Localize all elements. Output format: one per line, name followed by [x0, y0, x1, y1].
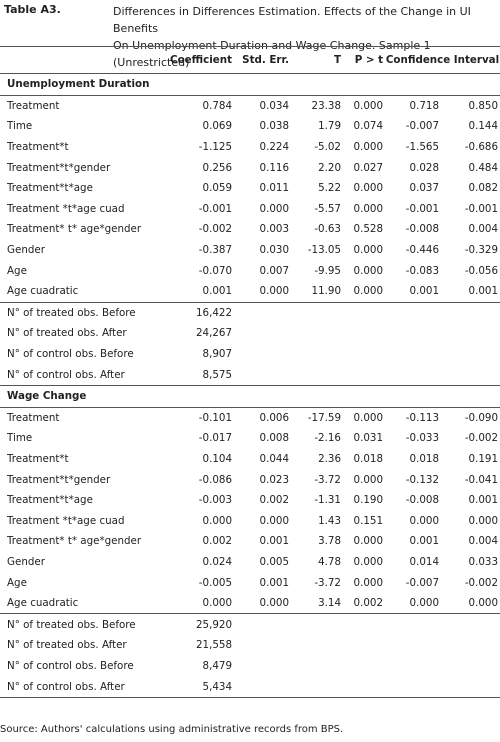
ci-lower-cell: 0.028 [409, 161, 439, 174]
empty-cell [385, 656, 441, 677]
row-label: Age cuadratic [7, 597, 79, 610]
empty-cell [385, 302, 441, 323]
ci-lower-cell: -0.113 [405, 411, 439, 424]
empty-cell [385, 635, 441, 656]
ci-upper-cell: 0.000 [468, 514, 499, 527]
std-err-cell: 0.007 [259, 264, 289, 277]
std-err-cell: 0.001 [259, 535, 289, 548]
t-cell: -5.57 [314, 202, 341, 215]
coefficient-cell: 0.002 [202, 535, 232, 548]
t-cell: -2.16 [314, 432, 341, 445]
std-err-cell: 0.038 [259, 120, 289, 133]
header-confidence-interval: Confidence Interval [385, 54, 500, 66]
coefficient-cell: 0.000 [202, 597, 232, 610]
empty-cell [343, 364, 385, 385]
table-row [0, 137, 500, 158]
empty-cell [234, 323, 291, 344]
obs-count-row [0, 302, 500, 323]
std-err-cell: 0.224 [259, 141, 289, 154]
section-title: Wage Change [7, 390, 87, 403]
t-cell: 2.20 [318, 161, 341, 174]
ci-upper-cell: 0.004 [468, 223, 499, 236]
ci-upper-cell: -0.329 [464, 244, 499, 257]
t-cell: 2.36 [318, 452, 341, 465]
std-err-cell: 0.008 [259, 432, 289, 445]
coefficient-cell: -1.125 [198, 141, 232, 154]
std-err-cell: 0.044 [259, 452, 289, 465]
table-row [0, 240, 500, 261]
obs-count-value: 8,575 [202, 368, 232, 381]
ci-upper-cell: 0.033 [468, 555, 499, 568]
row-label: Treatment *t*age cuad [7, 514, 125, 527]
row-label: Time [7, 120, 33, 133]
p-cell: 0.031 [353, 432, 383, 445]
empty-cell [291, 323, 343, 344]
coefficient-cell: -0.003 [198, 494, 232, 507]
obs-count-value: 24,267 [195, 327, 232, 340]
row-label: Treatment [7, 99, 60, 112]
empty-cell [441, 344, 500, 365]
std-err-cell: 0.006 [259, 411, 289, 424]
p-cell: 0.000 [353, 473, 383, 486]
table-row [0, 95, 500, 116]
t-cell: 1.43 [318, 514, 341, 527]
obs-count-row [0, 676, 500, 697]
ci-upper-cell: -0.056 [464, 264, 499, 277]
table-row [0, 219, 500, 240]
empty-cell [343, 344, 385, 365]
obs-count-label: N° of treated obs. Before [7, 306, 136, 319]
t-cell: -9.95 [314, 264, 341, 277]
empty-cell [385, 676, 441, 697]
ci-upper-cell: -0.090 [464, 411, 499, 424]
row-label: Treatment*t*age [7, 182, 93, 195]
coefficient-cell: 0.001 [202, 285, 232, 298]
ci-upper-cell: 0.850 [468, 99, 499, 112]
t-cell: 4.78 [318, 555, 341, 568]
row-label: Gender [7, 555, 45, 568]
coefficient-cell: -0.086 [198, 473, 232, 486]
ci-lower-cell: 0.001 [409, 535, 439, 548]
coefficient-cell: -0.001 [198, 202, 232, 215]
table-row [0, 178, 500, 199]
obs-count-row [0, 635, 500, 656]
ci-upper-cell: 0.000 [468, 597, 499, 610]
std-err-cell: 0.000 [259, 285, 289, 298]
ci-upper-cell: 0.484 [468, 161, 499, 174]
obs-count-value: 16,422 [195, 306, 232, 319]
p-cell: 0.000 [353, 202, 383, 215]
p-cell: 0.000 [353, 576, 383, 589]
table-row [0, 407, 500, 428]
p-cell: 0.000 [353, 99, 383, 112]
empty-cell [441, 614, 500, 635]
empty-cell [441, 676, 500, 697]
std-err-cell: 0.030 [259, 244, 289, 257]
empty-cell [291, 676, 343, 697]
section-header-row [0, 74, 500, 96]
ci-lower-cell: -0.008 [405, 223, 439, 236]
obs-count-row [0, 344, 500, 365]
empty-cell [385, 364, 441, 385]
row-label: Treatment *t*age cuad [7, 202, 125, 215]
empty-cell [291, 614, 343, 635]
ci-lower-cell: -0.008 [405, 494, 439, 507]
table-row [0, 469, 500, 490]
std-err-cell: 0.023 [259, 473, 289, 486]
row-label: Treatment* t* age*gender [7, 535, 142, 548]
empty-cell [291, 302, 343, 323]
ci-lower-cell: 0.000 [409, 514, 439, 527]
t-cell: -13.05 [307, 244, 341, 257]
obs-count-label: N° of treated obs. After [7, 639, 127, 652]
ci-lower-cell: 0.000 [409, 597, 439, 610]
table-row [0, 510, 500, 531]
ci-lower-cell: -1.565 [405, 141, 439, 154]
header-std-err: Std. Err. [242, 54, 289, 66]
coefficient-cell: -0.002 [198, 223, 232, 236]
std-err-cell: 0.116 [259, 161, 289, 174]
obs-count-value: 8,479 [202, 659, 232, 672]
coefficient-cell: 0.784 [202, 99, 232, 112]
table-title-line-2: On Unemployment Duration and Wage Change. Sample 1 (Unrestricted) [113, 39, 431, 69]
coefficient-cell: 0.069 [202, 120, 232, 133]
p-cell: 0.000 [353, 264, 383, 277]
obs-count-value: 21,558 [195, 639, 232, 652]
table-row [0, 428, 500, 449]
empty-cell [234, 635, 291, 656]
std-err-cell: 0.005 [259, 555, 289, 568]
ci-upper-cell: 0.082 [468, 182, 499, 195]
p-cell: 0.000 [353, 182, 383, 195]
coefficient-cell: -0.017 [198, 432, 232, 445]
obs-count-value: 25,920 [195, 618, 232, 631]
obs-count-label: N° of treated obs. After [7, 327, 127, 340]
empty-cell [291, 344, 343, 365]
empty-cell [234, 302, 291, 323]
table-row [0, 490, 500, 511]
obs-count-label: N° of control obs. After [7, 680, 125, 693]
empty-cell [234, 676, 291, 697]
obs-count-label: N° of control obs. Before [7, 348, 134, 361]
ci-upper-cell: 0.004 [468, 535, 499, 548]
std-err-cell: 0.001 [259, 576, 289, 589]
ci-upper-cell: 0.144 [468, 120, 499, 133]
std-err-cell: 0.003 [259, 223, 289, 236]
row-label: Treatment* t* age*gender [7, 223, 142, 236]
table-label: Table A3. [4, 3, 61, 16]
header-t: T [333, 54, 341, 66]
std-err-cell: 0.002 [259, 494, 289, 507]
t-cell: 3.14 [318, 597, 341, 610]
empty-cell [343, 676, 385, 697]
ci-upper-cell: -0.001 [464, 202, 499, 215]
row-label: Treatment*t*age [7, 494, 93, 507]
regression-table [0, 46, 500, 698]
section-title: Unemployment Duration [7, 78, 150, 91]
empty-cell [343, 635, 385, 656]
header-blank [0, 47, 166, 74]
t-cell: -3.72 [314, 473, 341, 486]
std-err-cell: 0.000 [259, 202, 289, 215]
source-note: Source: Authors' calculations using administrative records from BPS. [0, 724, 344, 735]
obs-count-row [0, 364, 500, 385]
empty-cell [343, 614, 385, 635]
empty-cell [343, 302, 385, 323]
t-cell: -17.59 [307, 411, 341, 424]
p-cell: 0.190 [353, 494, 383, 507]
coefficient-cell: -0.005 [198, 576, 232, 589]
row-label: Gender [7, 244, 45, 257]
obs-count-label: N° of control obs. Before [7, 659, 134, 672]
table-row [0, 552, 500, 573]
p-cell: 0.000 [353, 411, 383, 424]
empty-cell [385, 614, 441, 635]
p-cell: 0.000 [353, 141, 383, 154]
row-label: Age cuadratic [7, 285, 79, 298]
empty-cell [291, 364, 343, 385]
ci-lower-cell: -0.007 [405, 576, 439, 589]
empty-cell [343, 323, 385, 344]
row-label: Treatment*t*gender [7, 161, 111, 174]
t-cell: -0.63 [314, 223, 341, 236]
p-cell: 0.000 [353, 555, 383, 568]
row-label: Treatment [7, 411, 60, 424]
t-cell: 11.90 [311, 285, 341, 298]
ci-lower-cell: -0.132 [405, 473, 439, 486]
std-err-cell: 0.034 [259, 99, 289, 112]
coefficient-cell: -0.387 [198, 244, 232, 257]
ci-upper-cell: -0.686 [464, 141, 499, 154]
row-label: Time [7, 432, 33, 445]
row-label: Age [7, 264, 27, 277]
empty-cell [234, 614, 291, 635]
ci-lower-cell: -0.007 [405, 120, 439, 133]
row-label: Treatment*t [7, 452, 69, 465]
empty-cell [291, 656, 343, 677]
obs-count-row [0, 614, 500, 635]
obs-count-row [0, 323, 500, 344]
table-body [0, 74, 500, 698]
empty-cell [234, 656, 291, 677]
table-row [0, 531, 500, 552]
obs-count-label: N° of treated obs. Before [7, 618, 136, 631]
p-cell: 0.151 [353, 514, 383, 527]
p-cell: 0.074 [353, 120, 383, 133]
p-cell: 0.000 [353, 244, 383, 257]
header-coefficient: Coefficient [170, 54, 232, 66]
coefficient-cell: -0.070 [198, 264, 232, 277]
coefficient-cell: 0.000 [202, 514, 232, 527]
ci-upper-cell: -0.002 [464, 432, 499, 445]
empty-cell [441, 656, 500, 677]
std-err-cell: 0.000 [259, 597, 289, 610]
empty-cell [343, 656, 385, 677]
t-cell: -5.02 [314, 141, 341, 154]
ci-lower-cell: -0.083 [405, 264, 439, 277]
t-cell: 1.79 [318, 120, 341, 133]
empty-cell [441, 364, 500, 385]
empty-cell [441, 323, 500, 344]
coefficient-cell: 0.104 [202, 452, 232, 465]
table-row [0, 199, 500, 220]
coefficient-cell: 0.256 [202, 161, 232, 174]
header-row [0, 47, 500, 74]
empty-cell [441, 302, 500, 323]
obs-count-value: 5,434 [202, 680, 232, 693]
empty-cell [441, 635, 500, 656]
row-label: Age [7, 576, 27, 589]
table-row [0, 260, 500, 281]
ci-lower-cell: -0.446 [405, 244, 439, 257]
p-cell: 0.528 [353, 223, 383, 236]
header-p: P > t [354, 54, 383, 66]
ci-upper-cell: 0.191 [468, 452, 499, 465]
ci-upper-cell: -0.041 [464, 473, 499, 486]
row-label: Treatment*t*gender [7, 473, 111, 486]
ci-lower-cell: 0.001 [409, 285, 439, 298]
obs-count-value: 8,907 [202, 348, 232, 361]
empty-cell [385, 344, 441, 365]
p-cell: 0.000 [353, 535, 383, 548]
ci-lower-cell: 0.014 [409, 555, 439, 568]
std-err-cell: 0.000 [259, 514, 289, 527]
table-row [0, 449, 500, 470]
ci-lower-cell: -0.001 [405, 202, 439, 215]
p-cell: 0.027 [353, 161, 383, 174]
std-err-cell: 0.011 [259, 182, 289, 195]
coefficient-cell: -0.101 [198, 411, 232, 424]
ci-upper-cell: -0.002 [464, 576, 499, 589]
ci-lower-cell: 0.718 [409, 99, 439, 112]
coefficient-cell: 0.024 [202, 555, 232, 568]
p-cell: 0.002 [353, 597, 383, 610]
ci-upper-cell: 0.001 [468, 494, 499, 507]
p-cell: 0.018 [353, 452, 383, 465]
table-row [0, 116, 500, 137]
t-cell: 23.38 [311, 99, 341, 112]
ci-lower-cell: 0.037 [409, 182, 439, 195]
coefficient-cell: 0.059 [202, 182, 232, 195]
obs-count-label: N° of control obs. After [7, 368, 125, 381]
t-cell: -1.31 [314, 494, 341, 507]
section-header-row [0, 385, 500, 407]
ci-upper-cell: 0.001 [468, 285, 499, 298]
ci-lower-cell: -0.033 [405, 432, 439, 445]
empty-cell [234, 344, 291, 365]
t-cell: -3.72 [314, 576, 341, 589]
t-cell: 3.78 [318, 535, 341, 548]
table-title-line-1: Differences in Differences Estimation. Effects of the Change in UI Benefits [113, 5, 471, 35]
table-row [0, 281, 500, 302]
empty-cell [385, 323, 441, 344]
p-cell: 0.000 [353, 285, 383, 298]
t-cell: 5.22 [318, 182, 341, 195]
obs-count-row [0, 656, 500, 677]
table-row [0, 572, 500, 593]
empty-cell [291, 635, 343, 656]
table-row [0, 157, 500, 178]
table-row [0, 593, 500, 614]
empty-cell [234, 364, 291, 385]
ci-lower-cell: 0.018 [409, 452, 439, 465]
row-label: Treatment*t [7, 141, 69, 154]
